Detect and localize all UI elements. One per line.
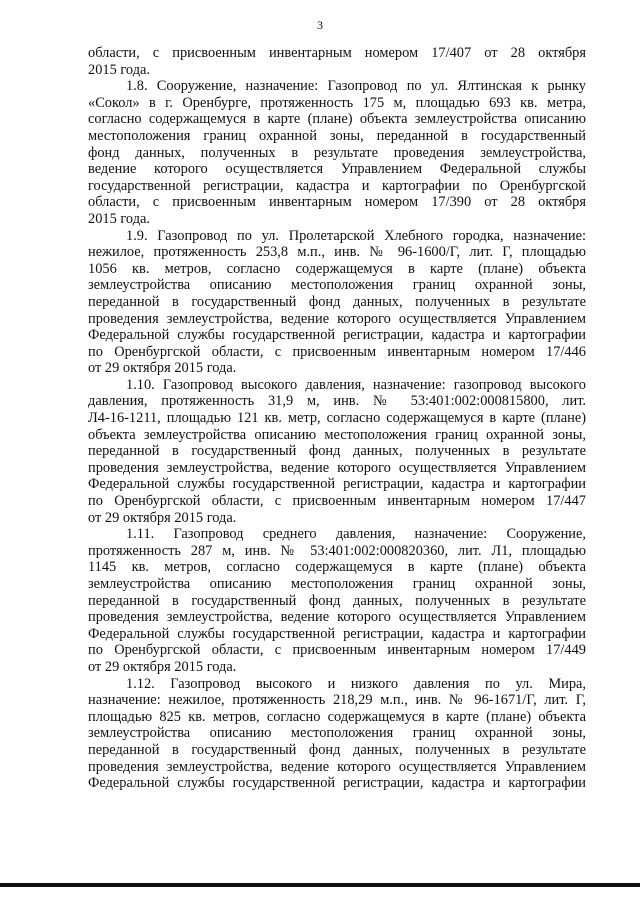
text-line: по Оренбургской области, с присвоенным инвентарным номером 17/449 (88, 642, 586, 659)
text-line: переданной в государственный фонд данных, полученных в результате (88, 293, 586, 310)
text-line: государственной регистрации, кадастра и картографии по Оренбургской (88, 177, 586, 194)
text-line: фонд данных, полученных в результате проведения землеустройства, (88, 144, 586, 161)
text-line: Федеральной службы государственной регистрации, кадастра и картографии (88, 775, 586, 792)
bottom-rule (0, 883, 640, 887)
text-line: объекта землеустройства описанию местоположения границ охранной зоны, (88, 426, 586, 443)
text-line: согласно содержащемуся в карте (плане) объекта землеустройства описанию (88, 111, 586, 128)
paragraph-p-1-11 (88, 526, 586, 675)
text-line: переданной в государственный фонд данных, полученных в результате (88, 741, 586, 758)
page-number: 3 (317, 18, 323, 32)
text-line: 1145 кв. метров, согласно содержащемуся в карте (плане) объекта (88, 559, 586, 576)
text-line: 2015 года. (88, 61, 151, 78)
text-line: по Оренбургской области, с присвоенным инвентарным номером 17/447 (88, 493, 586, 510)
text-line: переданной в государственный фонд данных, полученных в результате (88, 592, 586, 609)
text-line: 2015 года. (88, 210, 151, 227)
text-line: 1.10. Газопровод высокого давления, назначение: газопровод высокого (126, 376, 586, 393)
text-line: от 29 октября 2015 года. (88, 509, 237, 526)
text-line: проведения землеустройства, ведение которого осуществляется Управлением (88, 459, 586, 476)
text-line: области, с присвоенным инвентарным номером 17/390 от 28 октября (88, 194, 586, 211)
text-line: назначение: нежилое, протяженность 218,29 м.п., инв. № 96-1671/Г, лит. Г, (88, 692, 586, 709)
text-line: 1.11. Газопровод среднего давления, назначение: Сооружение, (126, 526, 586, 543)
text-line: «Сокол» в г. Оренбурге, протяженность 175 м, площадью 693 кв. метра, (88, 94, 586, 111)
text-line: проведения землеустройства, ведение которого осуществляется Управлением (88, 758, 586, 775)
paragraph-p-1-9 (88, 228, 586, 377)
text-line: Федеральной службы государственной регистрации, кадастра и картографии (88, 476, 586, 493)
text-line: ведение которого осуществляется Управлением Федеральной службы (88, 161, 586, 178)
text-line: переданной в государственный фонд данных, полученных в результате (88, 443, 586, 460)
text-line: по Оренбургской области, с присвоенным инвентарным номером 17/446 (88, 343, 586, 360)
text-line: нежилое, протяженность 253,8 м.п., инв. № 96-1600/Г, лит. Г, площадью (88, 244, 586, 261)
text-line: 1.9. Газопровод по ул. Пролетарской Хлебного городка, назначение: (126, 227, 586, 244)
text-line: протяженность 287 м, инв. № 53:401:002:000820360, лит. Л1, площадью (88, 542, 586, 559)
text-line: Л4-16-1211, площадью 121 кв. метр, согласно содержащемуся в карте (плане) (88, 410, 586, 427)
document-body (88, 45, 586, 792)
text-line: Федеральной службы государственной регистрации, кадастра и картографии (88, 625, 586, 642)
text-line: площадью 825 кв. метров, согласно содержащемуся в карте (плане) объекта (88, 708, 586, 725)
paragraph-p-1-10 (88, 377, 586, 526)
text-line: землеустройства описанию местоположения границ охранной зоны, (88, 277, 586, 294)
text-line: от 29 октября 2015 года. (88, 658, 237, 675)
text-line: области, с присвоенным инвентарным номером 17/407 от 28 октября (88, 45, 586, 61)
text-line: местоположения границ охранной зоны, переданной в государственный (88, 127, 586, 144)
text-line: от 29 октября 2015 года. (88, 360, 237, 377)
paragraph-p-1-8 (88, 78, 586, 227)
text-line: землеустройства описанию местоположения границ охранной зоны, (88, 576, 586, 592)
paragraph-p-1-12 (88, 676, 586, 792)
text-line: 1.8. Сооружение, назначение: Газопровод по ул. Ялтинская к рынку (126, 78, 586, 95)
text-line: давления, протяженность 31,9 м, инв. № 53:401:002:000815800, лит. (88, 393, 586, 410)
text-line: Федеральной службы государственной регистрации, кадастра и картографии (88, 327, 586, 344)
text-line: землеустройства описанию местоположения границ охранной зоны, (88, 725, 586, 742)
text-line: проведения землеустройства, ведение которого осуществляется Управлением (88, 310, 586, 327)
text-line: 1.12. Газопровод высокого и низкого давления по ул. Мира, (126, 675, 586, 692)
text-line: проведения землеустройства, ведение которого осуществляется Управлением (88, 609, 586, 626)
paragraph-p-cont (88, 45, 586, 78)
text-line: 1056 кв. метров, согласно содержащемуся в карте (плане) объекта (88, 260, 586, 277)
